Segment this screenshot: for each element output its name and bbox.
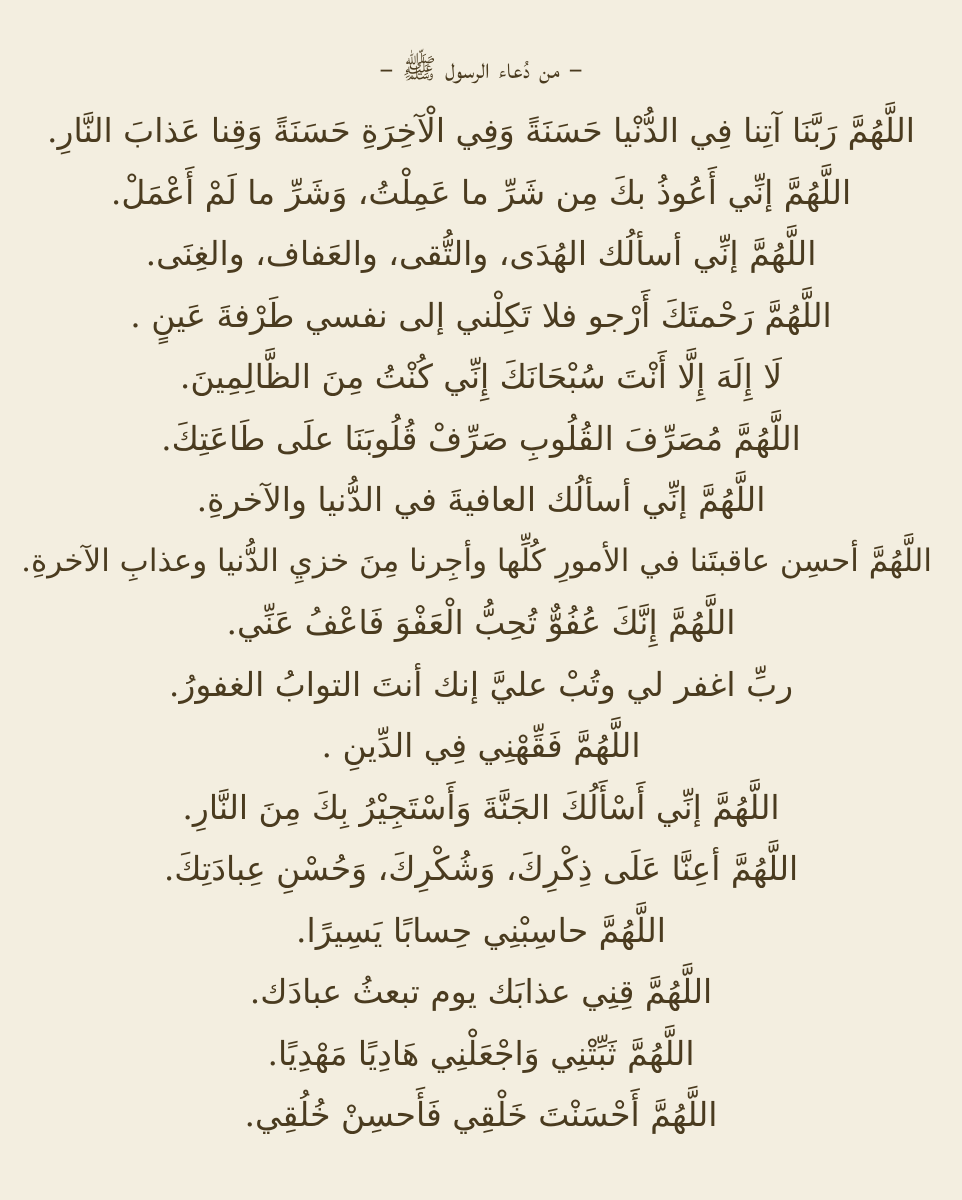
duaa-line: ربِّ اغفر لي وتُبْ عليَّ إنك أنتَ التوابُ الغفورُ.: [168, 664, 794, 704]
duaa-list: [21, 100, 932, 1146]
duaa-line: اللَّهُمَّ إنِّي أَعُوذُ بكَ مِن شَرِّ ما عَمِلْتُ، وَشَرِّ ما لَمْ أَعْمَلْ.: [110, 172, 852, 212]
duaa-line: اللَّهُمَّ أَحْسَنْتَ خَلْقِي فَأَحسِنْ خُلُقِي.: [244, 1095, 718, 1134]
duaa-line: اللَّهُمَّ إنِّي أسألُك الهُدَى، والتُّقى، والعَفاف، والغِنَى.: [145, 234, 817, 273]
duaa-line: اللَّهُمَّ حاسِبْنِي حِسابًا يَسِيرًا.: [296, 910, 666, 950]
duaa-line: اللَّهُمَّ أعِنَّا عَلَى ذِكْرِكَ، وَشُكْرِكَ، وَحُسْنِ عِبادَتِكَ.: [163, 849, 799, 888]
duaa-line: اللَّهُمَّ رَبَّنَا آتِنا فِي الدُّنْيا حَسَنَةً وَفِي الْآخِرَةِ حَسَنَةً وَقِنا عَذابَ النَّارِ.: [47, 111, 915, 150]
page-title: – من دُعاء الرسول ﷺ –: [379, 52, 583, 85]
duaa-line: اللَّهُمَّ أحسِن عاقبتَنا في الأمورِ كُلِّها وأجِرنا مِنَ خزيِ الدُّنيا وعذابِ الآخرةِ.: [21, 542, 932, 579]
duaa-line: اللَّهُمَّ فَقِّهْنِي فِي الدِّينِ .: [321, 726, 641, 765]
duaa-line: لَا إِلَهَ إِلَّا أَنْتَ سُبْحَانَكَ إِنِّي كُنْتُ مِنَ الظَّالِمِينَ.: [179, 357, 783, 396]
duaa-line: اللَّهُمَّ إنِّي أَسْأَلُكَ الجَنَّةَ وَأَسْتَجِيْرُ بِكَ مِنَ النَّارِ.: [182, 787, 780, 827]
duaa-line: اللَّهُمَّ قِنِي عذابَك يوم تبعثُ عبادَك.: [249, 972, 713, 1011]
duaa-line: اللَّهُمَّ ثَبِّتْنِي وَاجْعَلْنِي هَادِيًا مَهْدِيًا.: [267, 1033, 695, 1073]
duaa-line: اللَّهُمَّ إِنَّكَ عُفُوٌّ تُحِبُّ الْعَفْوَ فَاعْفُ عَنِّي.: [226, 603, 736, 642]
duaa-line: اللَّهُمَّ رَحْمتَكَ أَرْجو فلا تَكِلْني إلى نفسي طَرْفةَ عَينٍ .: [130, 295, 832, 335]
duaa-line: اللَّهُمَّ مُصَرِّفَ القُلُوبِ صَرِّفْ قُلُوبَنَا علَى طَاعَتِكَ.: [161, 418, 801, 458]
duaa-line: اللَّهُمَّ إنِّي أسألُك العافيةَ في الدُّنيا والآخرةِ.: [196, 480, 766, 519]
